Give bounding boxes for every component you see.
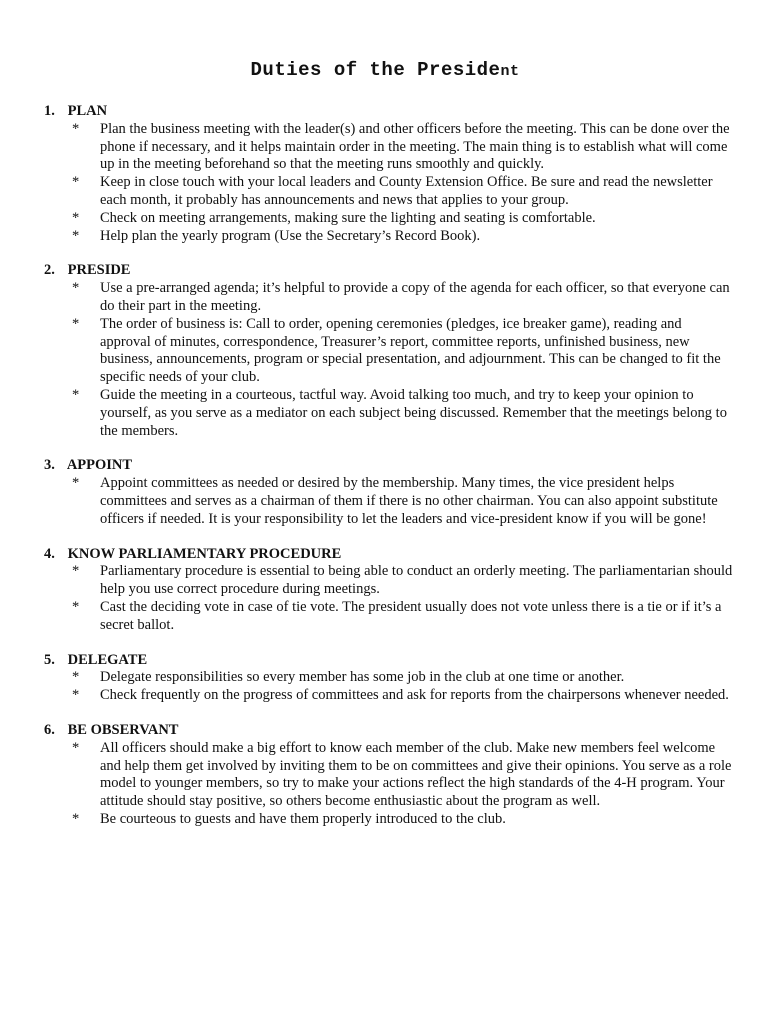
item-list — [44, 669, 734, 705]
item-list — [44, 280, 734, 440]
section-heading — [44, 103, 734, 121]
section-number: 5. — [44, 651, 55, 668]
section-delegate — [44, 652, 734, 705]
section-title: PLAN — [67, 103, 108, 119]
list-item — [44, 210, 734, 228]
item-text: Check frequently on the progress of committees and ask for reports from the chairpersons whenever needed. — [100, 687, 729, 704]
item-text: Cast the deciding vote in case of tie vote. The president usually does not vote unless there is a tie or if it’s a secret ballot. — [100, 598, 722, 633]
section-title: DELEGATE — [67, 651, 148, 668]
list-item — [44, 174, 734, 210]
section-number: 1. — [44, 103, 55, 119]
item-text: Plan the business meeting with the leader(s) and other officers before the meeting. This can be done over the phone if necessary, and it helps maintain order in the meeting. The main thing is to establish what will come up in the meeting beforehand so that the meeting runs smoothly and quickly. — [100, 120, 730, 173]
list-item — [44, 740, 734, 811]
item-text: Parliamentary procedure is essential to being able to conduct an orderly meeting. The parliamentarian should help you use correct procedure during meetings. — [100, 563, 733, 598]
list-item — [44, 475, 734, 528]
section-appoint — [44, 457, 734, 528]
page-title — [0, 58, 770, 84]
title-tail: nt — [500, 63, 520, 80]
item-text: Delegate responsibilities so every member has some job in the club at one time or another. — [100, 669, 625, 686]
list-item — [44, 280, 734, 316]
section-title: APPOINT — [66, 457, 133, 474]
item-list — [44, 121, 734, 246]
section-title: BE OBSERVANT — [67, 721, 179, 738]
section-number: 2. — [44, 262, 55, 279]
section-title: PRESIDE — [67, 262, 131, 279]
bullet-asterisk: * — [72, 598, 80, 615]
list-item — [44, 387, 734, 440]
item-text: The order of business is: Call to order, opening ceremonies (pledges, ice breaker game), reading and approval of minutes, correspondence, Treasurer’s report, committee reports, unfinished business, new business, announcements, program or special presentation, and adjournment. This can be changed to fit the specific needs of your club. — [100, 315, 721, 386]
bullet-asterisk: * — [72, 174, 80, 191]
bullet-asterisk: * — [72, 120, 80, 137]
list-item — [44, 687, 734, 705]
bullet-asterisk: * — [72, 280, 80, 297]
bullet-asterisk: * — [72, 386, 80, 403]
list-item — [44, 563, 734, 599]
item-text: Use a pre-arranged agenda; it’s helpful to provide a copy of the agenda for each officer, so that everyone can do their part in the meeting. — [100, 280, 730, 314]
section-parliamentary-procedure — [44, 546, 734, 635]
list-item — [44, 121, 734, 174]
section-be-observant — [44, 722, 734, 829]
item-list — [44, 475, 734, 528]
bullet-asterisk: * — [72, 687, 80, 704]
item-text: Guide the meeting in a courteous, tactful way. Avoid talking too much, and try to keep your opinion to yourself, as you serve as a mediator on each subject being discussed. Remember that the meetings belong to the members. — [100, 386, 727, 439]
bullet-asterisk: * — [72, 315, 80, 332]
item-list — [44, 740, 734, 829]
list-item — [44, 228, 734, 246]
item-text: Help plan the yearly program (Use the Secretary’s Record Book). — [100, 227, 481, 244]
bullet-asterisk: * — [72, 227, 80, 244]
list-item — [44, 669, 734, 687]
section-heading — [44, 722, 734, 740]
sections-container — [44, 103, 734, 846]
section-heading — [44, 262, 734, 280]
list-item — [44, 599, 734, 635]
item-text: Appoint committees as needed or desired by the membership. Many times, the vice president helps committees and serves as a chairman of them if there is no other chairman. You can also appoint substitute officers if needed. It is your responsibility to let the leaders and vice-president know if you will be gone! — [100, 475, 718, 527]
list-item — [44, 316, 734, 387]
bullet-asterisk: * — [72, 475, 80, 492]
bullet-asterisk: * — [72, 209, 80, 226]
list-item — [44, 811, 734, 829]
item-text: Be courteous to guests and have them properly introduced to the club. — [100, 810, 506, 827]
section-title: KNOW PARLIAMENTARY PROCEDURE — [67, 545, 342, 562]
section-heading — [44, 652, 734, 670]
bullet-asterisk: * — [72, 739, 80, 756]
title-main: Duties of the Preside — [250, 59, 501, 81]
item-text: Check on meeting arrangements, making sure the lighting and seating is comfortable. — [100, 209, 596, 226]
section-plan — [44, 103, 734, 245]
section-heading — [44, 546, 734, 564]
section-number: 3. — [44, 457, 55, 474]
section-preside — [44, 262, 734, 440]
item-list — [44, 563, 734, 634]
section-number: 4. — [44, 545, 55, 562]
section-number: 6. — [44, 721, 55, 738]
bullet-asterisk: * — [72, 810, 80, 827]
bullet-asterisk: * — [72, 669, 80, 686]
bullet-asterisk: * — [72, 563, 80, 580]
section-heading — [44, 457, 734, 475]
item-text: All officers should make a big effort to know each member of the club. Make new members feel welcome and help them get involved by inviting them to be on committees and give their opinions. You serve as a role model to younger members, so try to make your actions reflect the high standards of the 4-H program. Your attitude should stay positive, so others become enthusiastic about the program as well. — [100, 739, 732, 810]
item-text: Keep in close touch with your local leaders and County Extension Office. Be sure and read the newsletter each month, it probably has announcements and news that applies to your group. — [100, 174, 713, 208]
